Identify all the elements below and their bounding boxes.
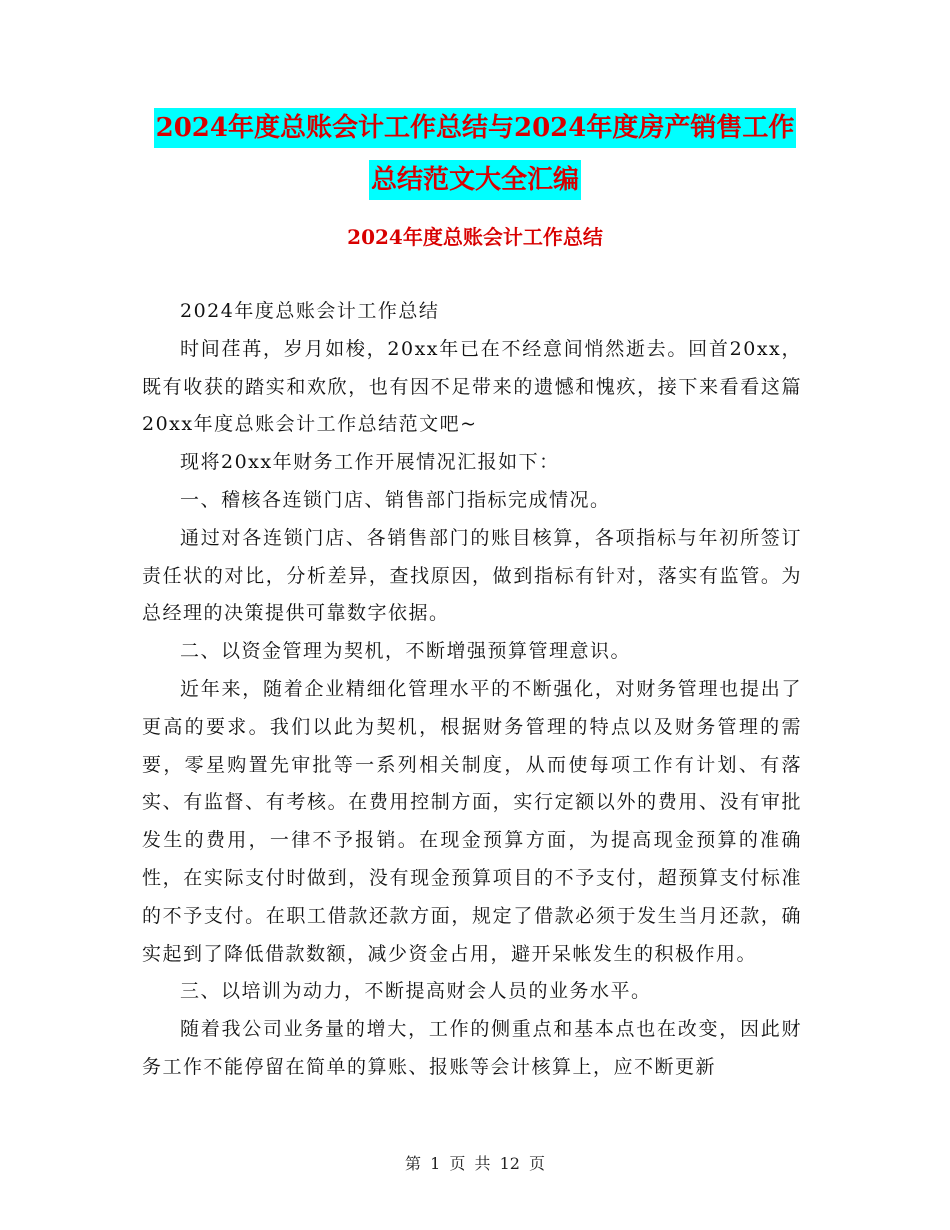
document-body <box>142 293 802 1087</box>
paragraph-heading-2: 二、以资金管理为契机，不断增强预算管理意识。 <box>180 640 632 663</box>
paragraph-body-3: 随着我公司业务量的增大，工作的侧重点和基本点也在改变，因此财务工作不能停留在简单的算账、报账等会计核算上，应不断更新 <box>142 1018 802 1078</box>
document-title-line-1: 2024年度总账会计工作总结与2024年度房产销售工作 <box>154 108 797 148</box>
document-title <box>0 108 950 200</box>
paragraph-heading-1: 一、稽核各连锁门店、销售部门指标完成情况。 <box>180 488 611 511</box>
footer-page-prefix: 第 <box>404 1154 421 1173</box>
document-title-line-2: 总结范文大全汇编 <box>369 160 581 200</box>
paragraph-subtitle: 2024年度总账会计工作总结 <box>180 300 440 322</box>
footer-current-page: 1 <box>430 1154 441 1173</box>
page-footer <box>0 1152 950 1176</box>
footer-total-pages: 12 <box>499 1154 520 1173</box>
paragraph-report-lead: 现将20xx年财务工作开展情况汇报如下： <box>180 451 560 474</box>
paragraph-intro: 时间荏苒，岁月如梭，20xx年已在不经意间悄然逝去。回首20xx，既有收获的踏实和欢欣，也有因不足带来的遗憾和愧疚，接下来看看这篇20xx年度总账会计工作总结范文吧~ <box>142 337 802 436</box>
paragraph-body-2: 近年来，随着企业精细化管理水平的不断强化，对财务管理也提出了更高的要求。我们以此为契机，根据财务管理的特点以及财务管理的需要，零星购置先审批等一系列相关制度，从而使每项工作有计划、有落实、有监督、有考核。在费用控制方面，实行定额以外的费用、没有审批发生的费用，一律不予报销。在现金预算方面，为提高现金预算的准确性，在实际支付时做到，没有现金预算项目的不予支付，超预算支付标准的不予支付。在职工借款还款方面，规定了借款必须于发生当月还款，确实起到了降低借款数额，减少资金占用，避开呆帐发生的积极作用。 <box>142 677 802 965</box>
footer-total-unit: 页 <box>529 1154 546 1173</box>
footer-page-unit: 页 <box>449 1154 466 1173</box>
paragraph-heading-3: 三、以培训为动力，不断提高财会人员的业务水平。 <box>180 980 652 1003</box>
section-heading: 2024年度总账会计工作总结 <box>347 225 603 249</box>
footer-total-prefix: 共 <box>474 1154 491 1173</box>
paragraph-body-1: 通过对各连锁门店、各销售部门的账目核算，各项指标与年初所签订责任状的对比，分析差异，查找原因，做到指标有针对，落实有监管。为总经理的决策提供可靠数字依据。 <box>142 526 802 625</box>
